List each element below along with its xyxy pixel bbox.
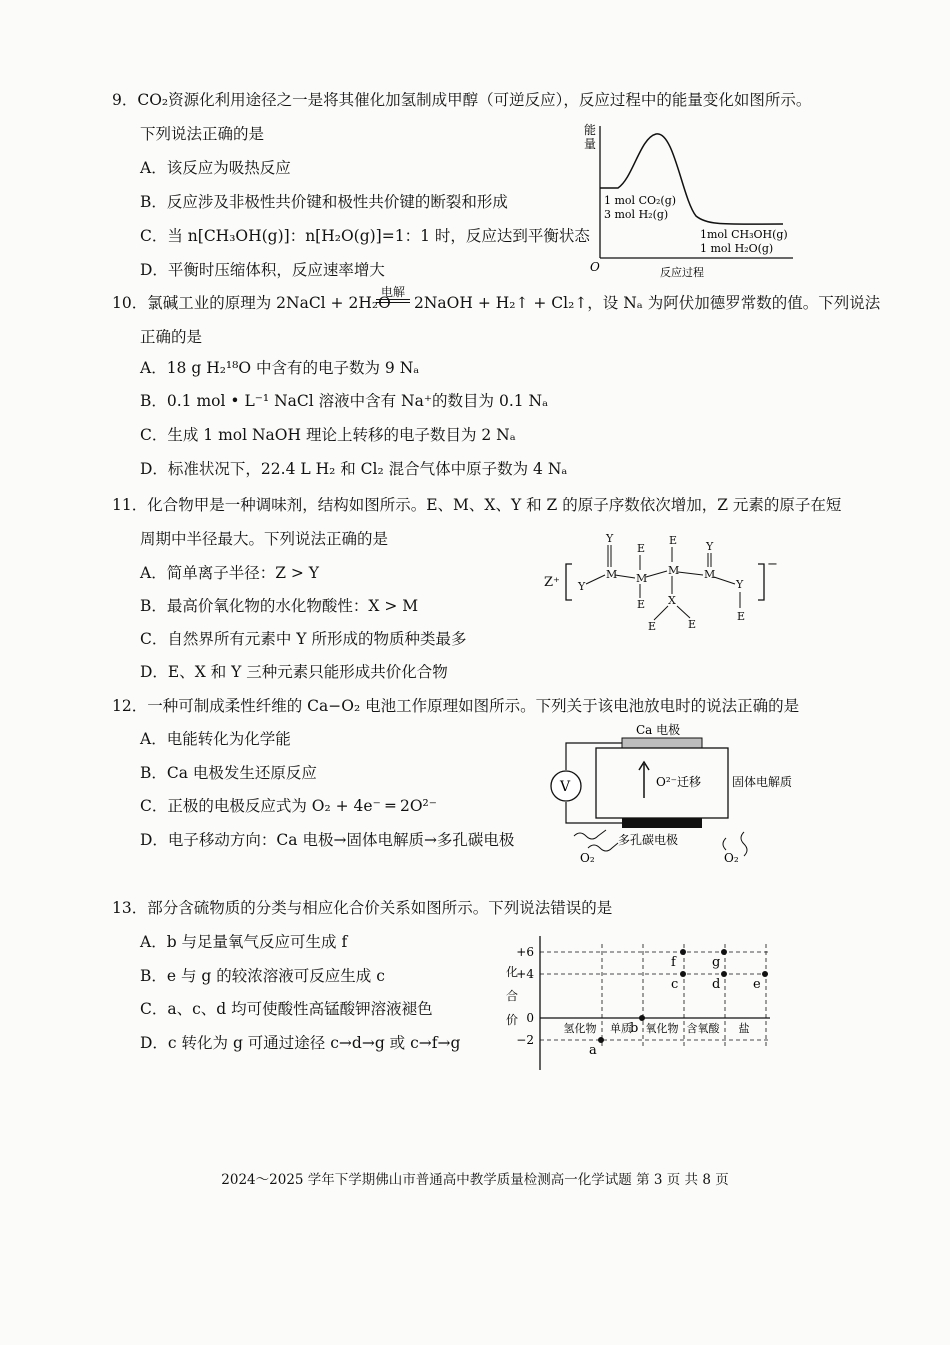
o2-left-arrow: [574, 830, 606, 839]
o2-right-arrow: [741, 832, 747, 856]
q13-stem: 13．部分含硫物质的分类与相应化合价关系如图所示。下列说法错误的是: [112, 899, 613, 917]
atom-e-bottom: E: [637, 598, 646, 611]
ion-flow-label: O²⁻迁移: [656, 775, 701, 789]
q9-option-c: C．当 n[CH₃OH(g)]：n[H₂O(g)]=1：1 时，反应达到平衡状态: [140, 227, 590, 245]
q10-condition: 电解: [376, 285, 410, 300]
process-axis-label: 反应过程: [660, 266, 704, 279]
page-footer: 2024～2025 学年下学期佛山市普通高中教学质量检测高一化学试题 第 3 页 共 8 页: [221, 1172, 729, 1188]
structure-formula: [540, 532, 810, 637]
reactant-label-1: 1 mol CO₂(g): [604, 194, 677, 207]
q9-option-b: B．反应涉及非极性共价键和极性共价键的断裂和形成: [140, 193, 508, 211]
energy-diagram: [578, 118, 798, 283]
atom-e-x-left: E: [648, 620, 657, 633]
q10-option-a: A．18 g H₂¹⁸O 中含有的电子数为 9 Nₐ: [140, 359, 420, 377]
y-axis-label: 合: [506, 989, 519, 1003]
o2-left-label: O₂: [580, 851, 595, 865]
point-c: [680, 971, 686, 977]
atom-e-top1: E: [637, 542, 646, 555]
left-bracket: [566, 564, 572, 600]
q11-stem-part1: 11．化合物甲是一种调味剂，结构如图所示。E、M、X、Y 和 Z 的原子序数依次增加，Z 元素的原子在短: [112, 496, 842, 514]
ca-electrode-label: Ca 电极: [636, 723, 681, 737]
atom-m1: M: [606, 568, 618, 581]
atom-m2: M: [636, 572, 648, 585]
anion-charge: −: [767, 557, 778, 572]
q10-option-d: D．标准状况下，22.4 L H₂ 和 Cl₂ 混合气体中原子数为 4 Nₐ: [140, 460, 568, 478]
q12-option-a: A．电能转化为化学能: [140, 730, 291, 748]
point-label-e: e: [753, 977, 761, 992]
q12-stem: 12．一种可制成柔性纤维的 Ca−O₂ 电池工作原理如图所示。下列关于该电池放电时的说法正确的是: [112, 697, 800, 715]
atom-y-top-right: Y: [706, 540, 714, 553]
atom-e-top2: E: [669, 534, 678, 547]
point-d: [721, 971, 727, 977]
q11-stem-part2: 周期中半径最大。下列说法正确的是: [140, 530, 389, 548]
q12-option-d: D．电子移动方向：Ca 电极→固体电解质→多孔碳电极: [140, 831, 515, 849]
q11-option-a: A．简单离子半径：Z > Y: [140, 564, 320, 582]
energy-axis-label: 能量: [584, 123, 597, 151]
atom-m3: M: [668, 564, 680, 577]
y-tick-label: +6: [516, 945, 534, 959]
right-bracket: [758, 564, 764, 600]
q10-stem-part3: 正确的是: [140, 328, 203, 346]
cation-label: Z⁺: [544, 575, 560, 590]
point-label-d: d: [712, 977, 721, 992]
voltmeter-label: V: [560, 779, 571, 795]
point-a: [598, 1037, 604, 1043]
y-axis-label: 价: [506, 1013, 519, 1027]
ca-electrode: [622, 738, 702, 748]
atom-e-x-right: E: [688, 618, 697, 631]
o2-right-label: O₂: [724, 851, 739, 865]
origin-label: O: [590, 260, 600, 274]
x-category-label: 盐: [738, 1022, 750, 1035]
x-category-label: 氧化物: [645, 1022, 679, 1035]
y-axis-label: 化: [506, 965, 519, 979]
point-label-b: b: [630, 1021, 639, 1036]
x-category-label: 含氧酸: [686, 1022, 720, 1035]
o2-left-arrow-2: [588, 843, 618, 851]
y-tick-label: 0: [526, 1011, 534, 1025]
q11-option-c: C．自然界所有元素中 Y 所形成的物质种类最多: [140, 630, 467, 648]
y-tick-label: +4: [516, 967, 534, 981]
x-category-label: 氢化物: [563, 1022, 597, 1035]
q10-stem-part2: 2NaOH + H₂↑ + Cl₂↑，设 Nₐ 为阿伏加德罗常数的值。下列说法: [414, 294, 881, 312]
q9-prompt: 下列说法正确的是: [140, 125, 265, 143]
point-label-c: c: [671, 977, 679, 992]
q11-option-b: B．最高价氧化物的水化物酸性：X > M: [140, 597, 419, 615]
sulfur-valence-chart: [500, 930, 780, 1075]
product-label-2: 1 mol H₂O(g): [700, 242, 774, 255]
q13-option-d: D．c 转化为 g 可通过途径 c→d→g 或 c→f→g: [140, 1034, 461, 1052]
point-b: [639, 1015, 645, 1021]
point-e: [762, 971, 768, 977]
carbon-electrode-label: 多孔碳电极: [618, 833, 679, 847]
q9-stem: 9．CO₂资源化利用途径之一是将其催化加氢制成甲醇（可逆反应），反应过程中的能量变化如图所示。: [112, 91, 812, 109]
q12-option-c: C．正极的电极反应式为 O₂ + 4e⁻ ═ 2O²⁻: [140, 797, 437, 815]
q10-option-b: B．0.1 mol • L⁻¹ NaCl 溶液中含有 Na⁺的数目为 0.1 Nₐ: [140, 392, 549, 410]
q13-option-c: C．a、c、d 均可使酸性高锰酸钾溶液褪色: [140, 1000, 433, 1018]
x-category-label: 单质: [610, 1022, 632, 1035]
point-label-a: a: [589, 1043, 597, 1058]
o2-right-arrow-2: [723, 838, 726, 850]
q10-stem-part1: 10．氯碱工业的原理为 2NaCl + 2H₂O: [112, 294, 391, 312]
q13-option-a: A．b 与足量氧气反应可生成 f: [140, 933, 348, 951]
q9-option-a: A．该反应为吸热反应: [140, 159, 291, 177]
atom-y-right: Y: [736, 578, 744, 591]
q10-option-c: C．生成 1 mol NaOH 理论上转移的电子数目为 2 Nₐ: [140, 426, 516, 444]
atom-e-right: E: [737, 610, 746, 623]
carbon-electrode: [622, 818, 702, 828]
reactant-label-2: 3 mol H₂(g): [604, 208, 669, 221]
q9-option-d: D．平衡时压缩体积，反应速率增大: [140, 261, 385, 279]
bonds: [586, 545, 740, 620]
atom-y-left: Y: [578, 580, 586, 593]
atom-x: X: [668, 594, 676, 607]
product-label-1: 1mol CH₃OH(g): [700, 228, 788, 241]
q10-equals-bar: [376, 302, 410, 303]
y-tick-label: −2: [516, 1033, 534, 1047]
q12-option-b: B．Ca 电极发生还原反应: [140, 764, 317, 782]
q13-option-b: B．e 与 g 的较浓溶液可反应生成 c: [140, 967, 385, 985]
atom-y-top-left: Y: [606, 532, 614, 545]
point-label-g: g: [712, 955, 721, 970]
q11-option-d: D．E、X 和 Y 三种元素只能形成共价化合物: [140, 663, 448, 681]
battery-diagram: [544, 720, 814, 868]
point-f: [680, 949, 686, 955]
electrolyte-label: 固体电解质: [732, 775, 793, 789]
point-g: [721, 949, 727, 955]
atom-m4: M: [704, 568, 716, 581]
point-label-f: f: [671, 955, 676, 970]
